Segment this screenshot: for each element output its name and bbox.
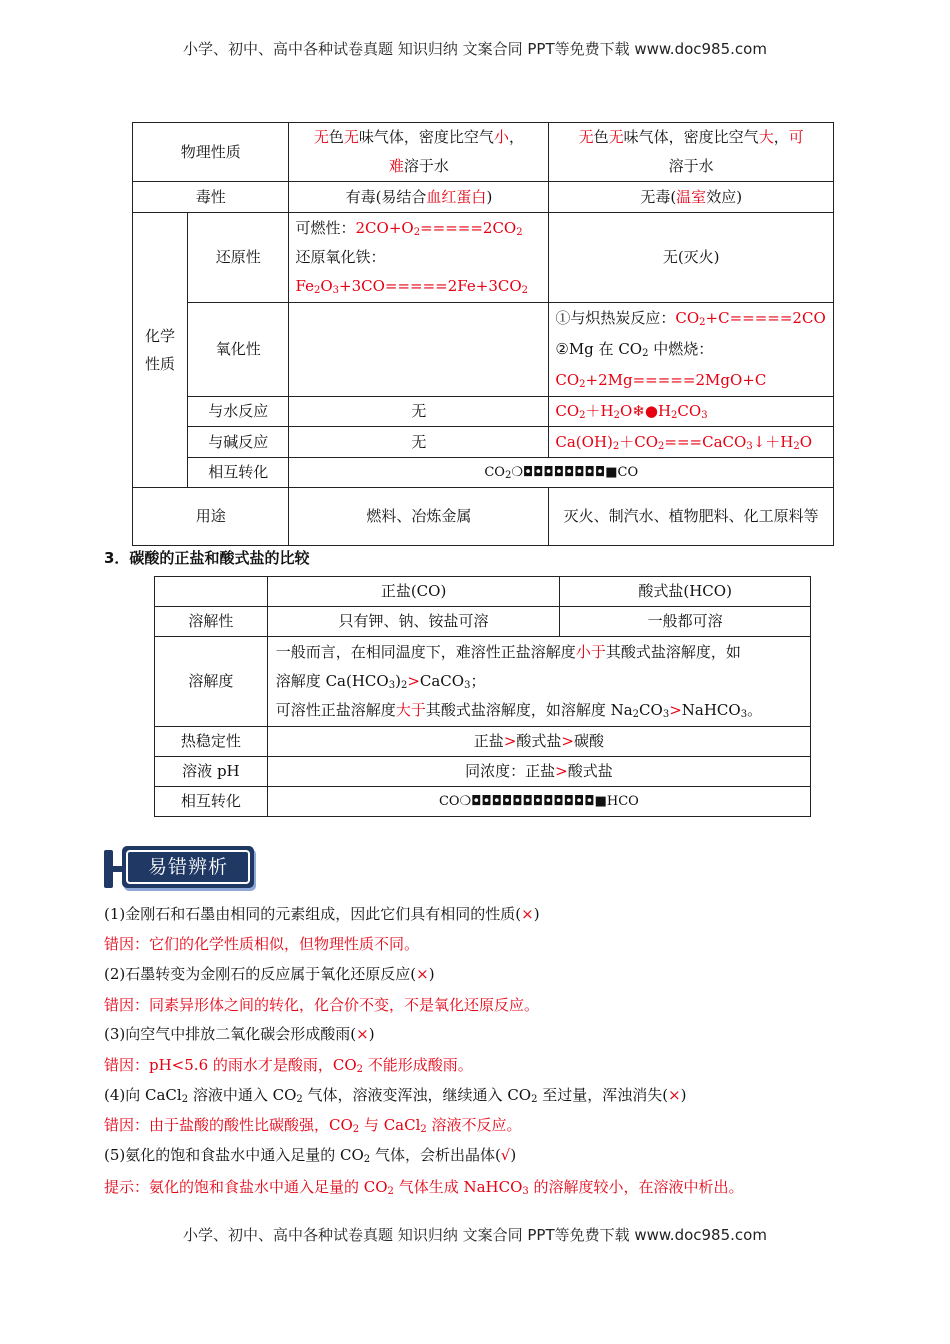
error-reason-1: 错因：它们的化学性质相似，但物理性质不同。 (104, 935, 420, 953)
column-header-normal-salt: 正盐(CO) (267, 577, 560, 607)
solubility-degree-cell (267, 637, 810, 727)
text-red: Fe (295, 277, 314, 295)
text: CaCO (419, 672, 465, 690)
table-row (133, 303, 834, 397)
subscript: 2 (352, 1124, 360, 1135)
subscript: 3 (746, 440, 753, 452)
text-red: 血红蛋白 (426, 187, 487, 206)
text: 味气体，密度比空气 (358, 128, 494, 146)
co-toxicity-cell (289, 182, 549, 213)
subscript: 2 (356, 1064, 364, 1075)
text-red: ＋CO (619, 432, 659, 451)
text-red: > (669, 701, 682, 719)
subscript: 2 (671, 410, 678, 421)
text-red: O (320, 277, 333, 295)
text-red: 2CO+O (355, 219, 414, 237)
text: 无毒( (640, 187, 677, 206)
row-label-toxicity: 毒性 (133, 182, 289, 213)
subscript: 3 (701, 410, 708, 421)
text: ) (510, 1146, 517, 1164)
normal-solubility-cell: 只有钾、钠、铵盐可溶 (267, 607, 560, 637)
subscript: 3 (740, 709, 748, 720)
text-red: O❄●H (620, 402, 672, 420)
conversion-cell (289, 458, 834, 488)
text-red: 可 (788, 128, 804, 146)
text: ) (428, 965, 435, 983)
subscript: 2 (612, 440, 620, 452)
text: ❍◘◘◘◘◘◘◘◘■CO (511, 465, 639, 480)
text: 有毒(易结合 (345, 187, 427, 206)
row-label-conversion: 相互转化 (187, 458, 289, 488)
text: (3)向空气中排放二氧化碳会形成酸雨( (104, 1025, 357, 1043)
hint-5 (104, 1176, 864, 1197)
banner-hook (109, 866, 123, 872)
table-row (155, 757, 811, 787)
co2-water-cell (549, 397, 834, 427)
subscript: 2 (793, 440, 800, 452)
page-footer: 小学、初中、高中各种试卷真题 知识归纳 文案合同 PPT等免费下载 www.doc985.com (183, 1226, 767, 1244)
text: 气体，溶液变浑浊，继续通入 CO (302, 1086, 532, 1104)
text: ， (773, 128, 789, 146)
text: 还原氧化铁： (295, 248, 386, 266)
text-red: 的溶解度较小，在溶液中析出。 (528, 1178, 744, 1196)
text: 可燃性： (295, 219, 356, 237)
subscript: 2 (642, 348, 649, 359)
co2-physical-cell (549, 123, 834, 182)
subscript: 2 (613, 410, 620, 421)
text: CO (484, 465, 505, 480)
co2-toxicity-cell (549, 182, 834, 213)
text: 色 (328, 128, 344, 146)
subscript: 2 (579, 379, 586, 390)
row-label-base: 与碱反应 (187, 427, 289, 458)
row-label-water: 与水反应 (187, 397, 289, 427)
error-question-2 (104, 963, 864, 984)
salt-conversion-cell: CO❍◘◘◘◘◘◘◘◘◘◘◘◘■HCO (267, 787, 810, 817)
text: 。 (747, 701, 763, 719)
subscript: 2 (400, 680, 408, 691)
co-usage-cell: 燃料、冶炼金属 (289, 488, 549, 546)
text: 其酸式盐溶解度，如溶解度 Na (425, 701, 633, 719)
subscript: 2 (531, 1094, 538, 1105)
table-row (133, 213, 834, 303)
empty-header-cell (155, 577, 268, 607)
text: 效应) (706, 187, 743, 206)
subscript: 3 (662, 709, 670, 720)
text: ) (680, 1086, 687, 1104)
subscript: 3 (522, 1186, 529, 1197)
text: ) (368, 1025, 375, 1043)
text-red: 温室 (676, 187, 707, 206)
cross-mark: × (416, 965, 429, 983)
row-label-chemical (133, 213, 188, 488)
table-row (133, 123, 834, 182)
table-row (155, 577, 811, 607)
cross-mark: × (356, 1025, 369, 1043)
error-question-5 (104, 1144, 864, 1165)
column-header-acid-salt: 酸式盐(HCO) (560, 577, 811, 607)
table-row (133, 182, 834, 213)
subscript: 3 (388, 680, 396, 691)
subscript: 2 (699, 317, 706, 328)
banner-title: 易错辨析 (126, 850, 250, 884)
text: ， (508, 128, 524, 146)
subscript: 3 (332, 285, 340, 296)
text: 一般而言，在相同温度下，难溶性正盐溶解度 (275, 643, 576, 661)
text-red: CO (677, 402, 702, 420)
text-red: =====2CO (420, 219, 517, 237)
co-oxidation-cell (289, 303, 549, 397)
subscript: 2 (658, 440, 665, 452)
subscript: 2 (516, 227, 523, 238)
text-red: 大于 (395, 701, 426, 719)
text: ； (470, 672, 486, 690)
subscript: 2 (387, 1186, 394, 1197)
row-label-solubility: 溶解性 (155, 607, 268, 637)
text-red: ＋H (585, 402, 614, 420)
table-row (133, 488, 834, 546)
text-red: 大 (758, 128, 774, 146)
text-red: CO (675, 309, 700, 327)
co2-reduction-cell: 无(灭火) (549, 213, 834, 303)
co-water-cell: 无 (289, 397, 549, 427)
text-red: 与 CaCl (359, 1116, 421, 1134)
text-red: 无 (343, 128, 359, 146)
subscript: 2 (579, 410, 586, 421)
text: 中燃烧： (648, 340, 714, 358)
row-label-physical: 物理性质 (133, 123, 289, 182)
text-red: 不能形成酸雨。 (363, 1056, 473, 1074)
text: 酸式盐 (567, 762, 613, 780)
text: 碳酸 (573, 732, 604, 750)
text-red: 小 (493, 128, 509, 146)
subscript: 2 (420, 1124, 427, 1135)
text: 味气体，密度比空气 (623, 128, 759, 146)
text: ①与炽热炭反应： (555, 309, 676, 327)
check-mark: √ (500, 1146, 511, 1164)
row-label-solubility-degree: 溶解度 (155, 637, 268, 727)
text: 溶液中通入 CO (188, 1086, 297, 1104)
ph-cell (267, 757, 810, 787)
chemical-label-text: 化学性质 (144, 327, 175, 373)
error-reason-3 (104, 1054, 864, 1075)
text: 同浓度：正盐 (465, 762, 556, 780)
text-red: ===CaCO (664, 432, 747, 451)
text-red: 气体生成 NaHCO (393, 1178, 523, 1196)
text: (5)氨化的饱和食盐水中通入足量的 CO (104, 1146, 364, 1164)
text-red: +C=====2CO (705, 309, 826, 327)
text-red: 错因：pH<5.6 的雨水才是酸雨，CO (104, 1056, 357, 1074)
row-label-oxidation: 氧化性 (187, 303, 289, 397)
error-question-4 (104, 1084, 864, 1105)
text-red: 无 (608, 128, 624, 146)
co-reduction-cell (289, 213, 549, 303)
text-red: +3CO=====2Fe+3CO (339, 277, 522, 295)
text-red: CO (555, 402, 580, 420)
text: 至过量，浑浊消失( (537, 1086, 669, 1104)
table-row (155, 637, 811, 727)
subscript: 3 (464, 680, 471, 691)
table-row (155, 727, 811, 757)
table-row (155, 607, 811, 637)
thermal-cell (267, 727, 810, 757)
text: (1)金刚石和石墨由相同的元素组成，因此它们具有相同的性质( (104, 905, 522, 923)
text-red: O (799, 432, 813, 451)
error-question-3 (104, 1023, 864, 1044)
text-red: > (555, 762, 568, 780)
text: 酸式盐 (516, 732, 562, 750)
text: 溶解度 Ca(HCO (275, 672, 389, 690)
error-analysis-banner (104, 846, 256, 892)
co-base-cell: 无 (289, 427, 549, 458)
text: ) (533, 905, 540, 923)
text-red: ↓＋H (752, 432, 794, 451)
banner-box (122, 846, 254, 888)
text-red: 提示：氨化的饱和食盐水中通入足量的 CO (104, 1178, 388, 1196)
error-question-1 (104, 903, 864, 924)
subscript: 2 (632, 709, 640, 720)
text: ②Mg 在 CO (555, 340, 643, 358)
subscript: 2 (181, 1094, 189, 1105)
text-red: 小于 (575, 643, 606, 661)
co2-usage-cell: 灭火、制汽水、植物肥料、化工原料等 (549, 488, 834, 546)
table-row (133, 458, 834, 488)
text: 气体，会析出晶体( (370, 1146, 501, 1164)
carbonate-salt-comparison-table (154, 576, 811, 817)
text-red: 难 (388, 157, 404, 175)
subscript: 2 (521, 285, 529, 296)
row-label-ph: 溶液 pH (155, 757, 268, 787)
co-physical-cell (289, 123, 549, 182)
acid-solubility-cell: 一般都可溶 (560, 607, 811, 637)
text: CO (639, 701, 663, 719)
text: (2)石墨转变为金刚石的反应属于氧化还原反应( (104, 965, 417, 983)
text-red: 错因：由于盐酸的酸性比碳酸强，CO (104, 1116, 353, 1134)
text-red: 溶液不反应。 (426, 1116, 522, 1134)
subscript: 2 (504, 470, 512, 481)
text: NaHCO (681, 701, 741, 719)
text-red: > (561, 732, 574, 750)
text: 正盐 (473, 732, 504, 750)
text: 色 (593, 128, 609, 146)
error-reason-2: 错因：同素异形体之间的转化，化合价不变，不是氧化还原反应。 (104, 996, 540, 1014)
row-label-usage: 用途 (133, 488, 289, 546)
table-row (155, 787, 811, 817)
row-label-reduction: 还原性 (187, 213, 289, 303)
table-row (133, 427, 834, 458)
cross-mark: × (668, 1086, 681, 1104)
cross-mark: × (521, 905, 534, 923)
text-red: > (407, 672, 420, 690)
text-red: 无 (313, 128, 329, 146)
text: 溶于水 (668, 157, 714, 175)
row-label-thermal: 热稳定性 (155, 727, 268, 757)
co2-oxidation-cell (549, 303, 834, 397)
co2-base-cell (549, 427, 834, 458)
subscript: 2 (413, 227, 421, 238)
text-red: Ca(OH) (555, 432, 613, 451)
text-red: > (503, 732, 517, 750)
text: 可溶性正盐溶解度 (275, 701, 396, 719)
text: ) (395, 672, 401, 690)
section-3-title: 3．碳酸的正盐和酸式盐的比较 (104, 549, 310, 567)
table-row (133, 397, 834, 427)
text: ) (486, 187, 493, 206)
subscript: 2 (296, 1094, 303, 1105)
text-red: 无 (578, 128, 594, 146)
text-red: CO (555, 371, 580, 389)
subscript: 2 (363, 1154, 371, 1165)
subscript: 2 (313, 285, 321, 296)
page-header: 小学、初中、高中各种试卷真题 知识归纳 文案合同 PPT等免费下载 www.doc985.com (183, 40, 767, 58)
error-reason-4 (104, 1114, 864, 1135)
text: 其酸式盐溶解度，如 (605, 643, 741, 661)
row-label-salt-conversion: 相互转化 (155, 787, 268, 817)
text: 溶于水 (403, 157, 449, 175)
text-red: +2Mg=====2MgO+C (585, 371, 767, 389)
co-co2-comparison-table (132, 122, 834, 546)
text: (4)向 CaCl (104, 1086, 182, 1104)
